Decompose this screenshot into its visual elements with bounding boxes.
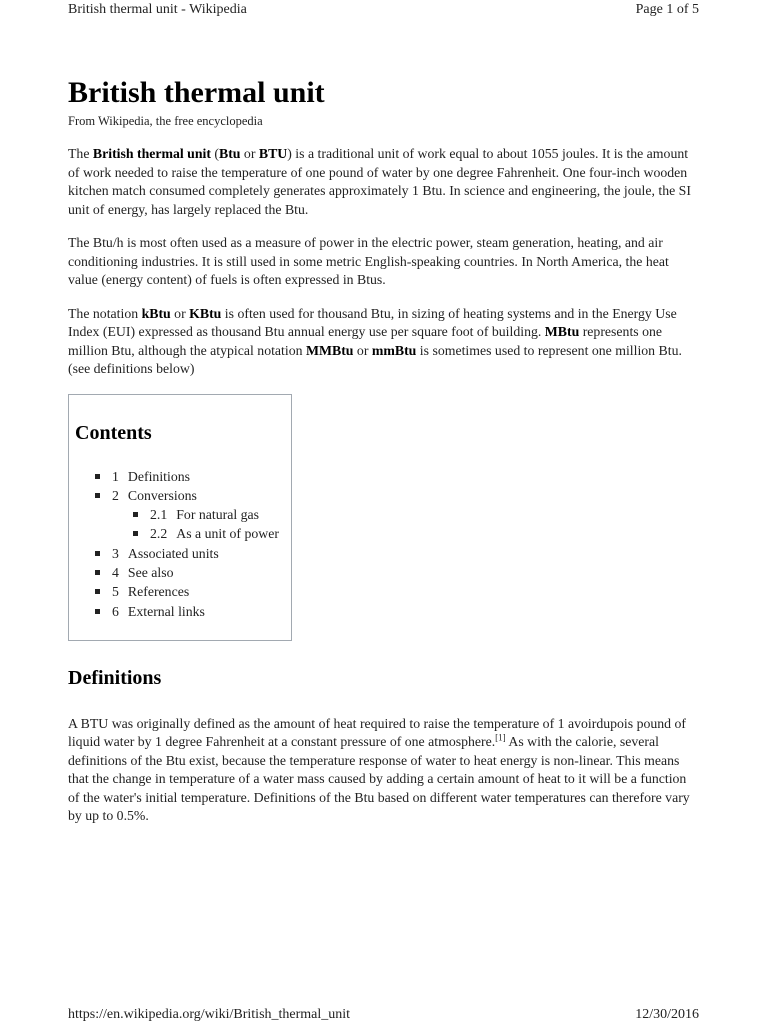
intro-paragraph-3: [68, 305, 700, 379]
toc-label: Conversions: [127, 487, 197, 503]
intro-paragraph-2: The Btu/h is most often used as a measure of power in the electric power, steam generation, heating, and air conditioning industries. It is still used in some metric English-speaking countries. In North America, the heat value (energy content) of fuels is often expressed in Btus.: [68, 235, 669, 287]
toc-label: External links: [127, 603, 205, 619]
bullet-icon: [133, 512, 138, 517]
print-header-title: British thermal unit - Wikipedia: [68, 2, 247, 17]
article-content: [68, 73, 700, 826]
toc-number: 6: [112, 603, 119, 619]
table-of-contents: [68, 394, 292, 641]
footer-url: https://en.wikipedia.org/wiki/British_thermal_unit: [68, 1007, 351, 1022]
definitions-paragraph: [68, 715, 700, 826]
print-footer: [68, 1006, 699, 1024]
reference-link[interactable]: [1]: [495, 732, 506, 743]
page-title: British thermal unit: [68, 76, 325, 109]
toc-label: See also: [127, 564, 174, 580]
toc-label: Definitions: [127, 468, 190, 484]
bold-term: KBtu: [189, 305, 222, 321]
toc-number: 2.1: [150, 507, 168, 523]
bullet-icon: [95, 589, 100, 594]
bullet-icon: [95, 474, 100, 479]
bold-term: MBtu: [544, 324, 580, 339]
bullet-icon: [95, 493, 100, 498]
toc-item-external-links[interactable]: [95, 602, 279, 621]
toc-number: 4: [112, 564, 119, 580]
text-run: represents one million Btu, although the atypical notation: [68, 324, 663, 358]
intro-paragraph-1: [68, 145, 700, 219]
toc-item-unit-of-power[interactable]: [133, 524, 279, 543]
text-run: is sometimes used to represent one million Btu.(see definitions below): [68, 342, 682, 376]
bold-term: British thermal unit: [92, 146, 211, 161]
text-run: or: [353, 342, 372, 358]
page-indicator: Page 1 of 5: [635, 2, 699, 17]
bullet-icon: [95, 609, 100, 614]
toc-number: 2.2: [150, 526, 168, 542]
toc-item-see-also[interactable]: [95, 563, 279, 582]
toc-list: [95, 467, 279, 621]
toc-item-definitions[interactable]: [95, 467, 279, 486]
bold-term: Btu: [219, 146, 241, 161]
bold-term: mmBtu: [371, 342, 417, 358]
toc-item-natural-gas[interactable]: [133, 505, 279, 524]
bold-term: kBtu: [141, 305, 171, 321]
toc-number: 5: [112, 584, 119, 600]
toc-title: Contents: [75, 421, 152, 444]
toc-number: 3: [112, 545, 119, 561]
text-run: is often used for thousand Btu, in sizing of heating systems and in the Energy Use Index (EUI) expressed as thousand Btu annual energy use per square foot of building.: [68, 305, 677, 339]
text-run: A BTU was originally defined as the amount of heat required to raise the temperature of 1 avoirdupois pound of liquid water by 1 degree Fahrenheit at a constant pressure of one atmosphere.: [68, 715, 687, 749]
text-run: The notation: [68, 305, 142, 321]
text-run: ) is a traditional unit of work equal to about 1055 joules. It is the amount of work needed to raise the temperature of one pound of water by one degree Fahrenheit. One four-inch wooden kitchen match consumed completely generates approximately 1 Btu. In science and engineering, the joule, the SI unit of energy, has largely replaced the Btu.: [68, 146, 691, 217]
bullet-icon: [95, 570, 100, 575]
footer-date: 12/30/2016: [635, 1007, 699, 1022]
definitions-heading: Definitions: [68, 666, 162, 689]
text-run: (: [210, 146, 219, 161]
toc-label: Associated units: [127, 545, 219, 561]
bold-term: MMBtu: [305, 342, 354, 358]
bullet-icon: [133, 531, 138, 536]
bullet-icon: [95, 551, 100, 556]
text-run: or: [170, 305, 190, 321]
toc-item-references[interactable]: [95, 582, 279, 601]
text-run: or: [240, 146, 259, 161]
toc-number: 1: [112, 468, 119, 484]
toc-label: References: [127, 584, 190, 600]
site-tagline: From Wikipedia, the free encyclopedia: [68, 114, 263, 128]
toc-item-associated-units[interactable]: [95, 544, 279, 563]
toc-number: 2: [112, 487, 119, 503]
toc-label: For natural gas: [176, 507, 260, 523]
toc-item-conversions[interactable]: [95, 486, 279, 505]
bold-term: BTU: [258, 146, 288, 161]
text-run: The: [68, 146, 93, 161]
text-run: As with the calorie, several definitions of the Btu exist, because the temperature response of water to heat energy is non-linear. This means that the change in temperature of a water mass caused by adding a certain amount of heat to it will be a function of the water's initial temperature. Definitions of the Btu based on different water temperatures can therefore vary by up to 0.5%.: [68, 734, 690, 823]
print-header: [68, 1, 699, 19]
toc-label: As a unit of power: [176, 526, 279, 542]
